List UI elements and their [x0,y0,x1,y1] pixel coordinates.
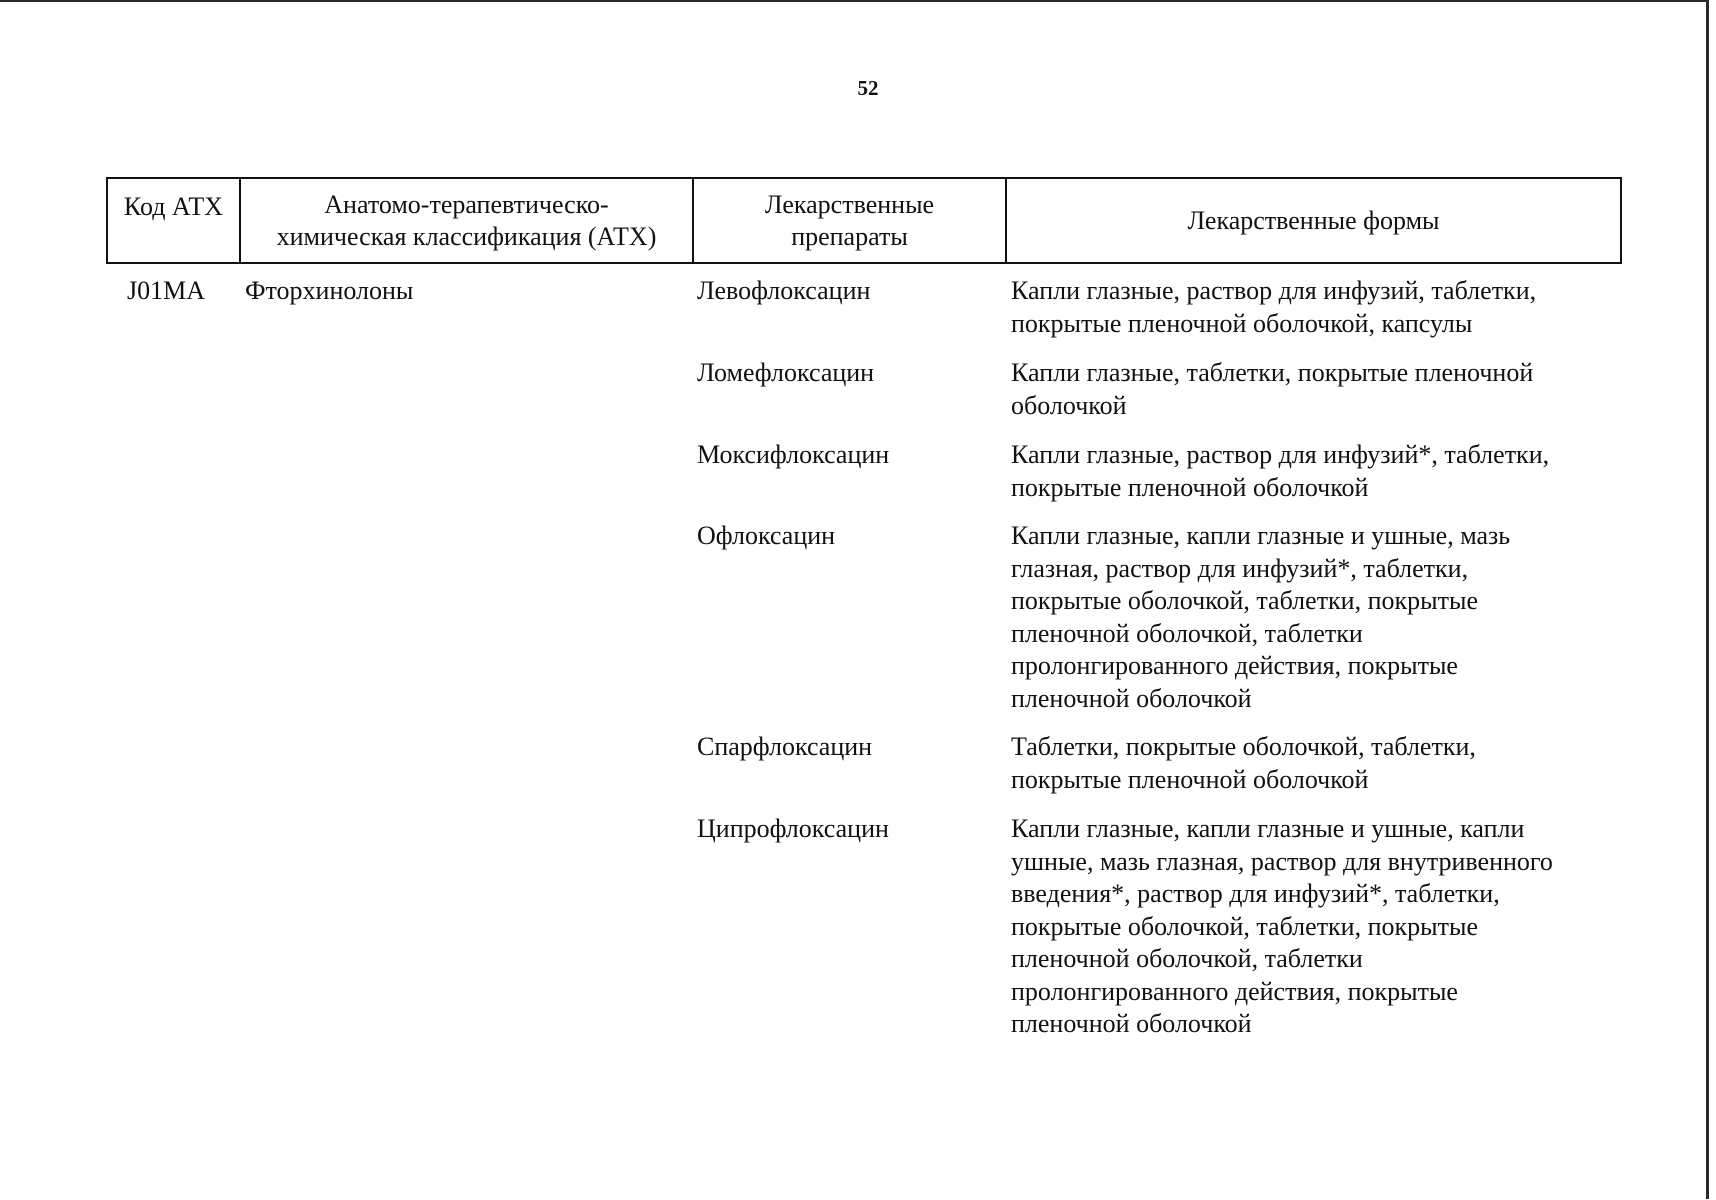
dosage-forms-line: покрытые пленочной оболочкой [1011,764,1369,794]
header-drugs-label-line1: Лекарственные [764,189,935,219]
header-atc-label-line1: Анатомо-терапевтическо- [324,189,609,219]
group-name: Фторхинолоны [245,276,414,305]
dosage-forms-line: пленочной оболочкой, таблетки [1011,618,1363,648]
dosage-forms-line: Таблетки, покрытые оболочкой, таблетки, [1011,732,1476,761]
drug-name: Моксифлоксацин [697,440,890,469]
header-atc-label-line2: химическая классификация (АТХ) [276,221,657,251]
dosage-forms-line: Капли глазные, раствор для инфузий*, таблетки, [1011,440,1550,469]
header-drugs-label-line2: препараты [791,221,908,251]
header-code-label: Код АТХ [123,192,224,221]
dosage-forms [1011,275,1621,340]
dosage-forms-line: пленочной оболочкой, таблетки [1011,944,1363,973]
dosage-forms-line: покрытые пленочной оболочкой [1011,472,1369,502]
header-atc-cell [241,179,694,262]
group-code: J01MA [127,276,206,305]
drug-name: Левофлоксацин [697,276,871,305]
dosage-forms-line: введения*, раствор для инфузий*, таблетки, [1011,879,1500,908]
dosage-forms-line: глазная, раствор для инфузий*, таблетки, [1011,553,1469,583]
table-header [106,177,1622,264]
dosage-forms [1011,731,1621,796]
drug-name: Ципрофлоксацин [697,814,889,843]
dosage-forms-line: пленочной оболочкой [1011,683,1252,713]
dosage-forms [1011,357,1621,422]
dosage-forms-line: покрытые оболочкой, таблетки, покрытые [1011,586,1478,615]
dosage-forms [1011,439,1621,504]
page-number: 52 [857,76,879,100]
dosage-forms-line: оболочкой [1011,390,1127,420]
dosage-forms-line: пролонгированного действия, покрытые [1011,651,1458,680]
dosage-forms-line: Капли глазные, раствор для инфузий, таблетки, [1011,276,1537,305]
dosage-forms [1011,520,1621,715]
dosage-forms-line: покрытые оболочкой, таблетки, покрытые [1011,911,1478,941]
dosage-forms-line: пролонгированного действия, покрытые [1011,976,1458,1006]
drug-name: Офлоксацин [697,521,836,550]
dosage-forms-line: Капли глазные, таблетки, покрытые пленочной [1011,358,1534,387]
header-forms-label: Лекарственные формы [1187,205,1440,235]
dosage-forms-line: Капли глазные, капли глазные и ушные, мазь [1011,521,1511,550]
dosage-forms-line: ушные, мазь глазная, раствор для внутривенного [1011,846,1553,876]
dosage-forms-line: Капли глазные, капли глазные и ушные, капли [1011,814,1525,843]
drug-name: Спарфлоксацин [697,732,873,761]
drug-name: Ломефлоксацин [697,358,875,387]
dosage-forms-line: пленочной оболочкой [1011,1009,1252,1038]
dosage-forms-line: покрытые пленочной оболочкой, капсулы [1011,308,1473,338]
header-drugs-cell [694,179,1007,262]
header-forms-cell [1007,179,1620,262]
dosage-forms [1011,813,1621,1041]
header-code-cell [108,179,241,262]
